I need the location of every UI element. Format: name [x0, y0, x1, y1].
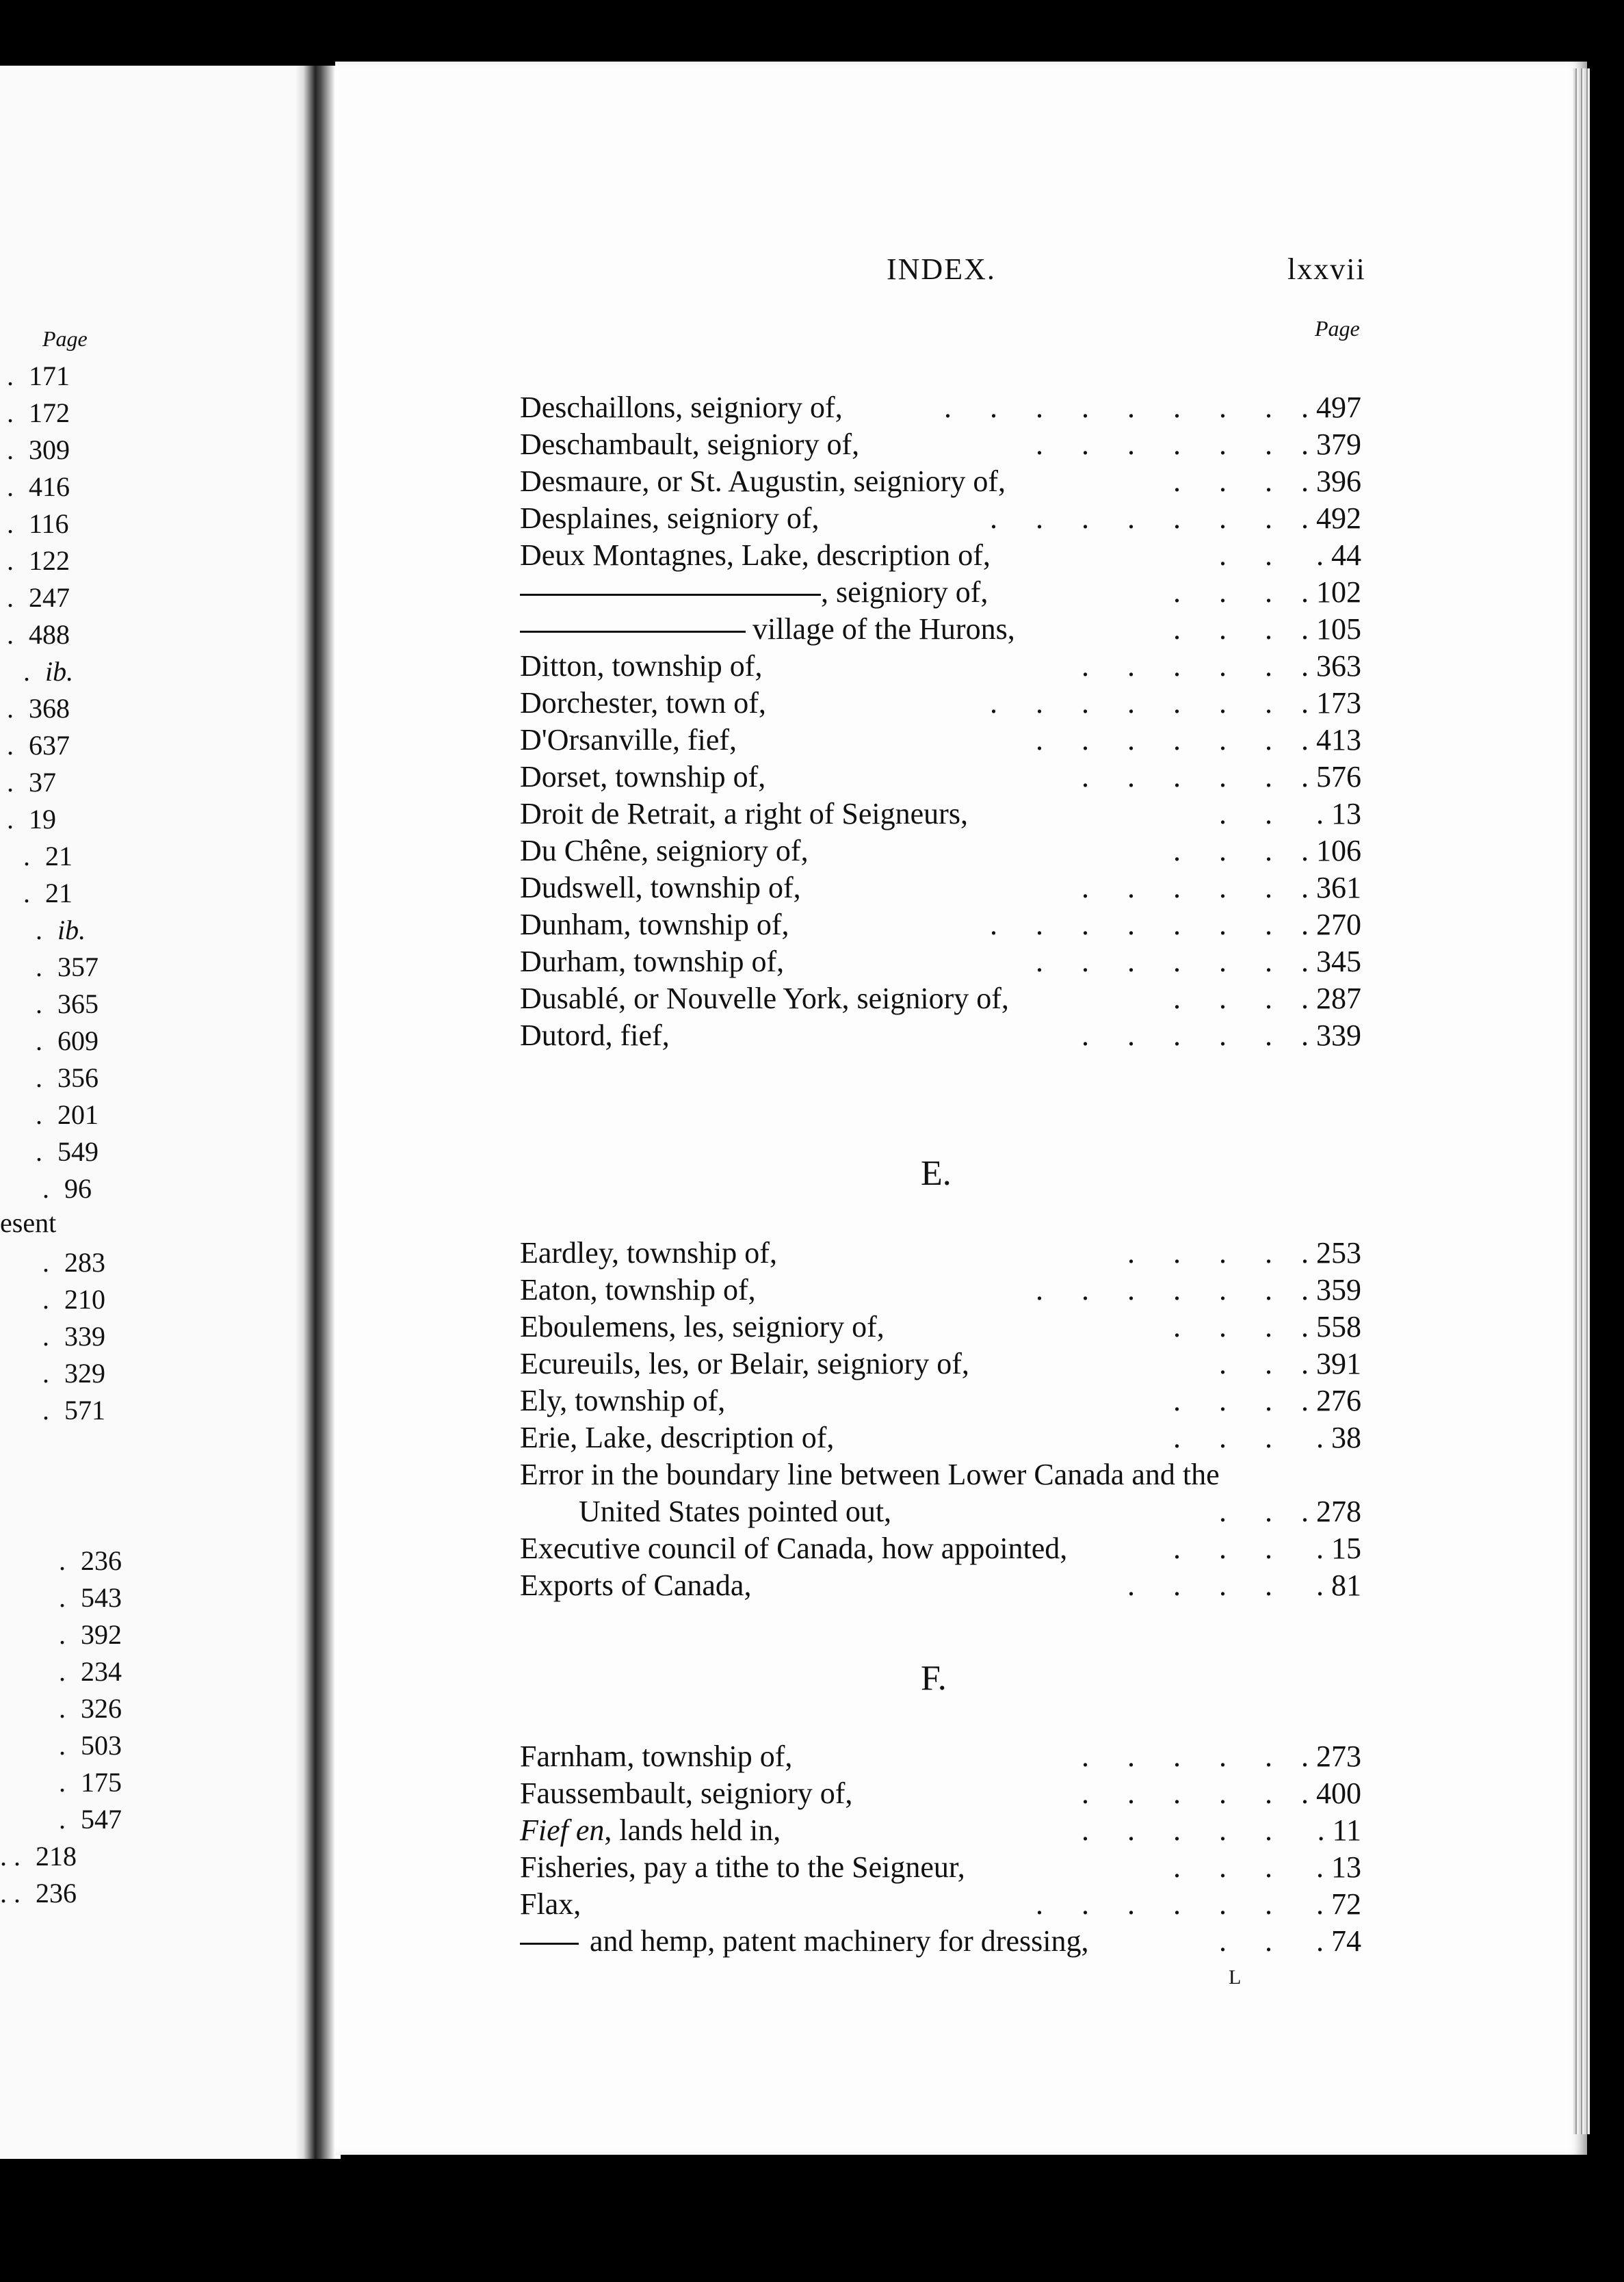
entry-text: Eaton, township of, [520, 1273, 756, 1307]
index-entry [520, 685, 1361, 722]
index-entry [520, 1776, 1361, 1813]
entry-page-number: . 105 [1286, 612, 1361, 646]
entry-text: Farnham, township of, [520, 1740, 793, 1773]
leader-dots: . . . . . . . . [944, 391, 1272, 424]
entry-text: Dusablé, or Nouvelle York, seigniory of, [520, 982, 1009, 1015]
leader-dots: . . . . . . [1036, 1887, 1272, 1921]
leader-dots: . . . . . . [1036, 723, 1272, 757]
index-entry [520, 648, 1361, 685]
entry-page-number: . 106 [1286, 833, 1361, 868]
left-page-number: . 116 [7, 508, 69, 539]
left-page-number: . 329 [42, 1358, 105, 1389]
entry-page-number: . 11 [1286, 1813, 1361, 1848]
leader-dots: . . . . . . [1036, 945, 1272, 978]
index-entry [520, 944, 1361, 981]
entry-text: Desmaure, or St. Augustin, seigniory of, [520, 464, 1006, 498]
entry-page-number: . 273 [1286, 1739, 1361, 1774]
entry-page-number: . 558 [1286, 1309, 1361, 1344]
leader-dots: . . [1219, 797, 1272, 830]
entry-text: United States pointed out, [579, 1495, 892, 1528]
entry-page-number: . 81 [1286, 1568, 1361, 1603]
leader-dots: . . . [1173, 612, 1272, 646]
entry-text: and hemp, patent machinery for dressing, [520, 1924, 1088, 1958]
entry-text: Ditton, township of, [520, 649, 763, 683]
entry-text: village of the Hurons, [520, 612, 1015, 646]
left-page-number: . 172 [7, 397, 70, 428]
entry-text: Du Chêne, seigniory of, [520, 834, 809, 867]
left-page-number: . 326 [59, 1693, 122, 1724]
left-page-number: . 416 [7, 471, 70, 502]
left-page-number: . 96 [42, 1173, 92, 1204]
section-letter-f: F. [921, 1659, 947, 1698]
entry-text: Fisheries, pay a tithe to the Seigneur, [520, 1850, 965, 1884]
page-column-label: Page [1315, 316, 1360, 341]
entry-page-number: . 363 [1286, 648, 1361, 683]
index-entry [520, 390, 1361, 427]
left-page-number: . 547 [59, 1804, 122, 1835]
entry-page-number: . 270 [1286, 907, 1361, 942]
entry-text: Durham, township of, [520, 945, 785, 978]
left-page-number: . 365 [36, 988, 99, 1019]
left-page-number: . 637 [7, 730, 70, 761]
entry-page-number: . 13 [1286, 796, 1361, 831]
entry-text: Deux Montagnes, Lake, description of, [520, 538, 991, 572]
left-page-number: . 283 [42, 1247, 105, 1278]
left-page-number: . . 218 [0, 1841, 77, 1872]
index-entry [520, 1850, 1361, 1887]
index-entry [520, 981, 1361, 1018]
left-page-number: . 201 [36, 1099, 99, 1130]
left-page-number: . ib. [23, 656, 74, 687]
entry-page-number: . 173 [1286, 685, 1361, 720]
left-page-number: . . 236 [0, 1878, 77, 1909]
index-entry [520, 501, 1361, 538]
index-entry [520, 575, 1361, 612]
leader-dots: . . . . . [1082, 760, 1272, 794]
index-entry [520, 612, 1361, 648]
leader-dots: . . . [1173, 982, 1272, 1015]
leader-dots: . . . [1173, 1384, 1272, 1417]
leader-dots: . . [1219, 1347, 1272, 1380]
leader-dots: . . . [1173, 464, 1272, 498]
index-entry [520, 1924, 1361, 1960]
index-entry [520, 759, 1361, 796]
leader-dots: . . . [1173, 1532, 1272, 1565]
left-page-number: . 543 [59, 1582, 122, 1613]
entry-text: Fief en, lands held in, [520, 1813, 781, 1847]
left-page-number: . 549 [36, 1136, 99, 1167]
leader-dots: . . . [1173, 834, 1272, 867]
left-page-number: . 392 [59, 1619, 122, 1650]
leader-dots: . . . [1173, 1310, 1272, 1343]
entry-text: D'Orsanville, fief, [520, 723, 737, 757]
index-entry [520, 796, 1361, 833]
leader-dots: . . . . . [1082, 1740, 1272, 1773]
entry-page-number: . 339 [1286, 1018, 1361, 1053]
index-entry [520, 1346, 1361, 1383]
left-page-number: . 234 [59, 1656, 122, 1687]
entry-text: Ely, township of, [520, 1384, 726, 1417]
index-entry [520, 1531, 1361, 1568]
left-page-number: . 247 [7, 582, 70, 613]
entry-page-number: . 44 [1286, 538, 1361, 573]
left-page-number: . 356 [36, 1062, 99, 1093]
entry-text: Eboulemens, les, seigniory of, [520, 1310, 885, 1343]
left-page-column-label: Page [42, 326, 88, 351]
entry-page-number: . 359 [1286, 1272, 1361, 1307]
index-entry [520, 833, 1361, 870]
entry-page-number: . 379 [1286, 427, 1361, 462]
left-page-number: . 357 [36, 952, 99, 982]
index-entry [520, 464, 1361, 501]
entry-page-number: . 72 [1286, 1887, 1361, 1922]
index-entry [520, 1383, 1361, 1420]
entry-text: Desplaines, seigniory of, [520, 501, 820, 535]
index-entry [520, 1494, 1361, 1531]
entry-page-number: . 74 [1286, 1924, 1361, 1958]
entry-text: Dutord, fief, [520, 1019, 670, 1052]
leader-dots: . . . . . [1082, 1019, 1272, 1052]
left-page-number: . 339 [42, 1321, 105, 1352]
index-entry [520, 1568, 1361, 1605]
leader-dots: . . . [1173, 575, 1272, 609]
leader-dots: . . . . . . . [990, 686, 1272, 720]
entry-page-number: . 400 [1286, 1776, 1361, 1811]
entry-text: Dunham, township of, [520, 908, 789, 941]
entry-page-number: . 276 [1286, 1383, 1361, 1418]
entry-page-number: . 413 [1286, 722, 1361, 757]
index-page [335, 62, 1587, 2155]
entry-text: , seigniory of, [520, 575, 988, 609]
left-page-number: . 122 [7, 545, 70, 576]
leader-dots: . . [1219, 1924, 1272, 1958]
leader-dots: . . . . . [1082, 649, 1272, 683]
entry-page-number: . 278 [1286, 1494, 1361, 1529]
running-head-title: INDEX. [887, 252, 996, 286]
entry-page-number: . 396 [1286, 464, 1361, 499]
left-page-number: . 571 [42, 1395, 105, 1426]
entry-text: Exports of Canada, [520, 1569, 752, 1602]
index-entry [520, 427, 1361, 464]
entry-text: Dorset, township of, [520, 760, 766, 794]
entry-text: Executive council of Canada, how appointed, [520, 1532, 1068, 1565]
leader-dots: . . . . . [1082, 1813, 1272, 1847]
page-edge [1573, 68, 1590, 2134]
entry-page-number: . 253 [1286, 1235, 1361, 1270]
entry-text: Dorchester, town of, [520, 686, 766, 720]
leader-dots: . . . . [1127, 1569, 1272, 1602]
entry-page-number: . 15 [1286, 1531, 1361, 1566]
left-page-number: . ib. [36, 915, 86, 945]
entry-text: Eardley, township of, [520, 1236, 777, 1270]
index-entry [520, 538, 1361, 575]
left-page-number: . 37 [7, 767, 56, 798]
leader-dots: . . . [1173, 1850, 1272, 1884]
left-page-number: . 21 [23, 841, 73, 871]
leader-dots: . . . . . [1082, 871, 1272, 904]
entry-page-number: . 361 [1286, 870, 1361, 905]
left-facing-page [0, 66, 341, 2159]
index-entry [520, 907, 1361, 944]
left-page-number: . 19 [7, 804, 56, 835]
index-entry [520, 1457, 1361, 1494]
left-page-number: . 368 [7, 693, 70, 724]
index-entry [520, 1018, 1361, 1055]
section-letter-e: E. [921, 1154, 952, 1193]
leader-dots: . . . . . [1082, 1776, 1272, 1810]
index-entry [520, 1739, 1361, 1776]
left-page-number: . 236 [59, 1545, 122, 1576]
entry-text: Deschaillons, seigniory of, [520, 391, 843, 424]
leader-dots: . . . [1173, 1421, 1272, 1454]
entry-page-number: . 576 [1286, 759, 1361, 794]
book-gutter [296, 66, 335, 2159]
leader-dots: . . . . . . [1036, 1273, 1272, 1307]
entry-text: Ecureuils, les, or Belair, seigniory of, [520, 1347, 969, 1380]
index-entry [520, 1813, 1361, 1850]
index-entry [520, 722, 1361, 759]
index-entry [520, 1272, 1361, 1309]
entry-text: Dudswell, township of, [520, 871, 801, 904]
entry-page-number: . 391 [1286, 1346, 1361, 1381]
index-entry [520, 1420, 1361, 1457]
left-page-number: . 210 [42, 1284, 105, 1315]
left-page-text-fragment: esent [0, 1207, 57, 1238]
entry-page-number: . 492 [1286, 501, 1361, 536]
left-page-number: . 488 [7, 619, 70, 650]
left-page-number: . 175 [59, 1767, 122, 1798]
folio-number: lxxvii [1287, 252, 1366, 286]
signature-mark: L [1229, 1966, 1242, 1989]
index-entry [520, 1235, 1361, 1272]
entry-text: Erie, Lake, description of, [520, 1421, 835, 1454]
leader-dots: . . . . . . . [990, 501, 1272, 535]
entry-page-number: . 13 [1286, 1850, 1361, 1885]
index-entry [520, 1887, 1361, 1924]
leader-dots: . . [1219, 538, 1272, 572]
left-page-number: . 503 [59, 1730, 122, 1761]
left-page-number: . 609 [36, 1025, 99, 1056]
entry-text: Error in the boundary line between Lower Canada and the [520, 1458, 1220, 1491]
entry-page-number: . 102 [1286, 575, 1361, 609]
left-page-number: . 21 [23, 878, 73, 908]
index-entry [520, 1309, 1361, 1346]
entry-text: Droit de Retrait, a right of Seigneurs, [520, 797, 968, 830]
left-page-number: . 171 [7, 360, 70, 391]
entry-text: Faussembault, seigniory of, [520, 1776, 853, 1810]
entry-text: Flax, [520, 1887, 581, 1921]
index-entry [520, 870, 1361, 907]
entry-page-number: . 38 [1286, 1420, 1361, 1455]
entry-page-number: . 497 [1286, 390, 1361, 425]
leader-dots: . . . . . . [1036, 428, 1272, 461]
entry-page-number: . 345 [1286, 944, 1361, 979]
leader-dots: . . . . . . . [990, 908, 1272, 941]
entry-text: Deschambault, seigniory of, [520, 428, 860, 461]
leader-dots: . . . . [1127, 1236, 1272, 1270]
leader-dots: . . [1219, 1495, 1272, 1528]
left-page-number: . 309 [7, 434, 70, 465]
entry-page-number: . 287 [1286, 981, 1361, 1016]
